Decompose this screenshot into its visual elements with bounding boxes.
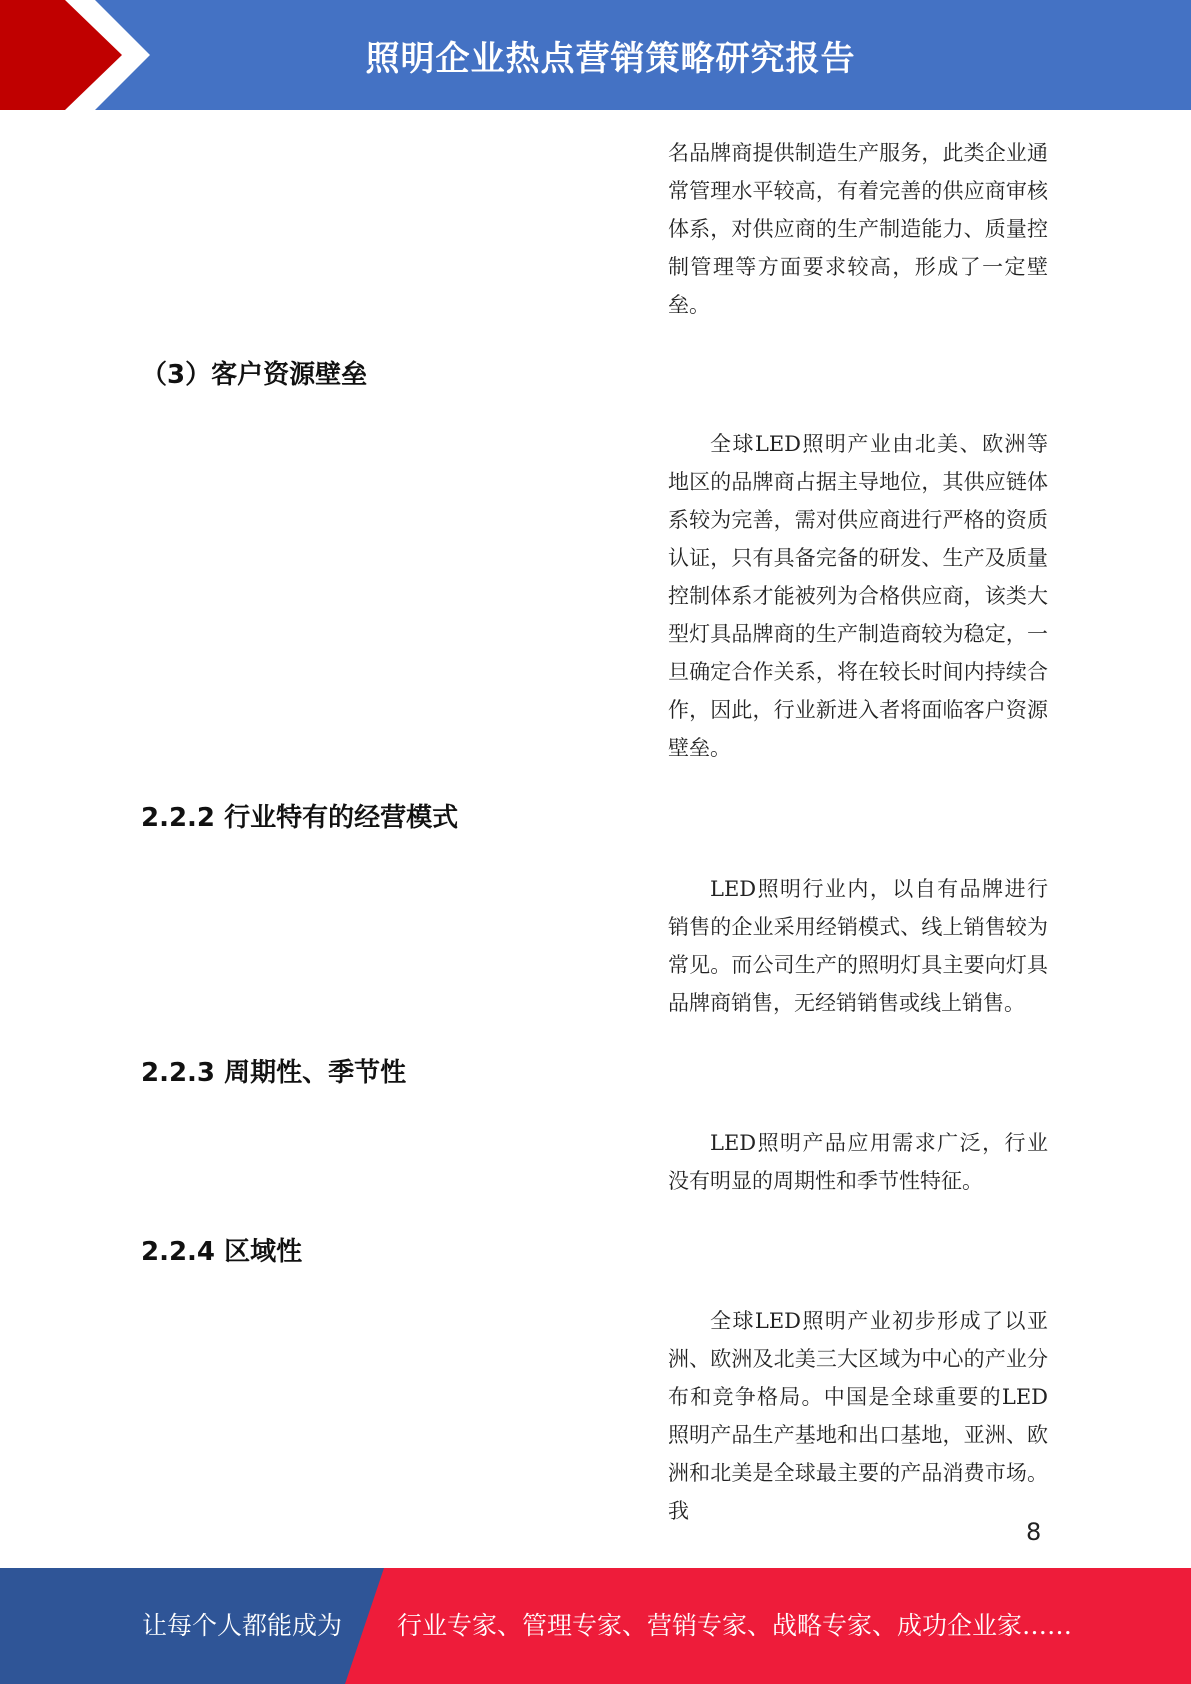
business-model-paragraph: LED照明行业内，以自有品牌进行销售的企业采用经销模式、线上销售较为常见。而公司生产的照明灯具主要向灯具品牌商销售，无经销销售或线上销售。 xyxy=(668,877,1048,1015)
regional-heading: 2.2.4 区域性 xyxy=(141,1237,303,1267)
header-title: 照明企业热点营销策略研究报告 xyxy=(365,38,856,79)
business-model-heading: 2.2.2 行业特有的经营模式 xyxy=(141,803,459,833)
regional-paragraph: 全球LED照明产业初步形成了以亚洲、欧洲及北美三大区域为中心的产业分布和竞争格局。中国是全球重要的LED照明产品生产基地和出口基地，亚洲、欧洲和北美是全球最主要的产品消费市场。我 xyxy=(668,1309,1048,1523)
customer-barrier-block xyxy=(668,425,1048,767)
customer-barrier-heading: （3）客户资源壁垒 xyxy=(141,360,368,390)
seasonality-heading: 2.2.3 周期性、季节性 xyxy=(141,1058,407,1088)
page-header xyxy=(0,0,1191,110)
seasonality-block xyxy=(668,1124,1048,1200)
page-footer xyxy=(0,1568,1191,1684)
footer-slogan-right: 行业专家、管理专家、营销专家、战略专家、成功企业家…… xyxy=(397,1611,1073,1640)
footer-slogan-left: 让每个人都能成为 xyxy=(142,1611,343,1640)
customer-barrier-paragraph: 全球LED照明产业由北美、欧洲等地区的品牌商占据主导地位，其供应链体系较为完善，需对供应商进行严格的资质认证，只有具备完备的研发、生产及质量控制体系才能被列为合格供应商，该类大型灯具品牌商的生产制造商较为稳定，一旦确定合作关系，将在较长时间内持续合作，因此，行业新进入者将面临客户资源壁垒。 xyxy=(668,432,1048,760)
business-model-block xyxy=(668,870,1048,1022)
regional-block xyxy=(668,1302,1048,1530)
intro-paragraph-block xyxy=(668,134,1048,324)
page-number: 8 xyxy=(1026,1518,1042,1546)
intro-paragraph: 名品牌商提供制造生产服务，此类企业通常管理水平较高，有着完善的供应商审核体系，对供应商的生产制造能力、质量控制管理等方面要求较高，形成了一定壁垒。 xyxy=(668,141,1048,317)
seasonality-paragraph: LED照明产品应用需求广泛，行业没有明显的周期性和季节性特征。 xyxy=(668,1131,1048,1193)
